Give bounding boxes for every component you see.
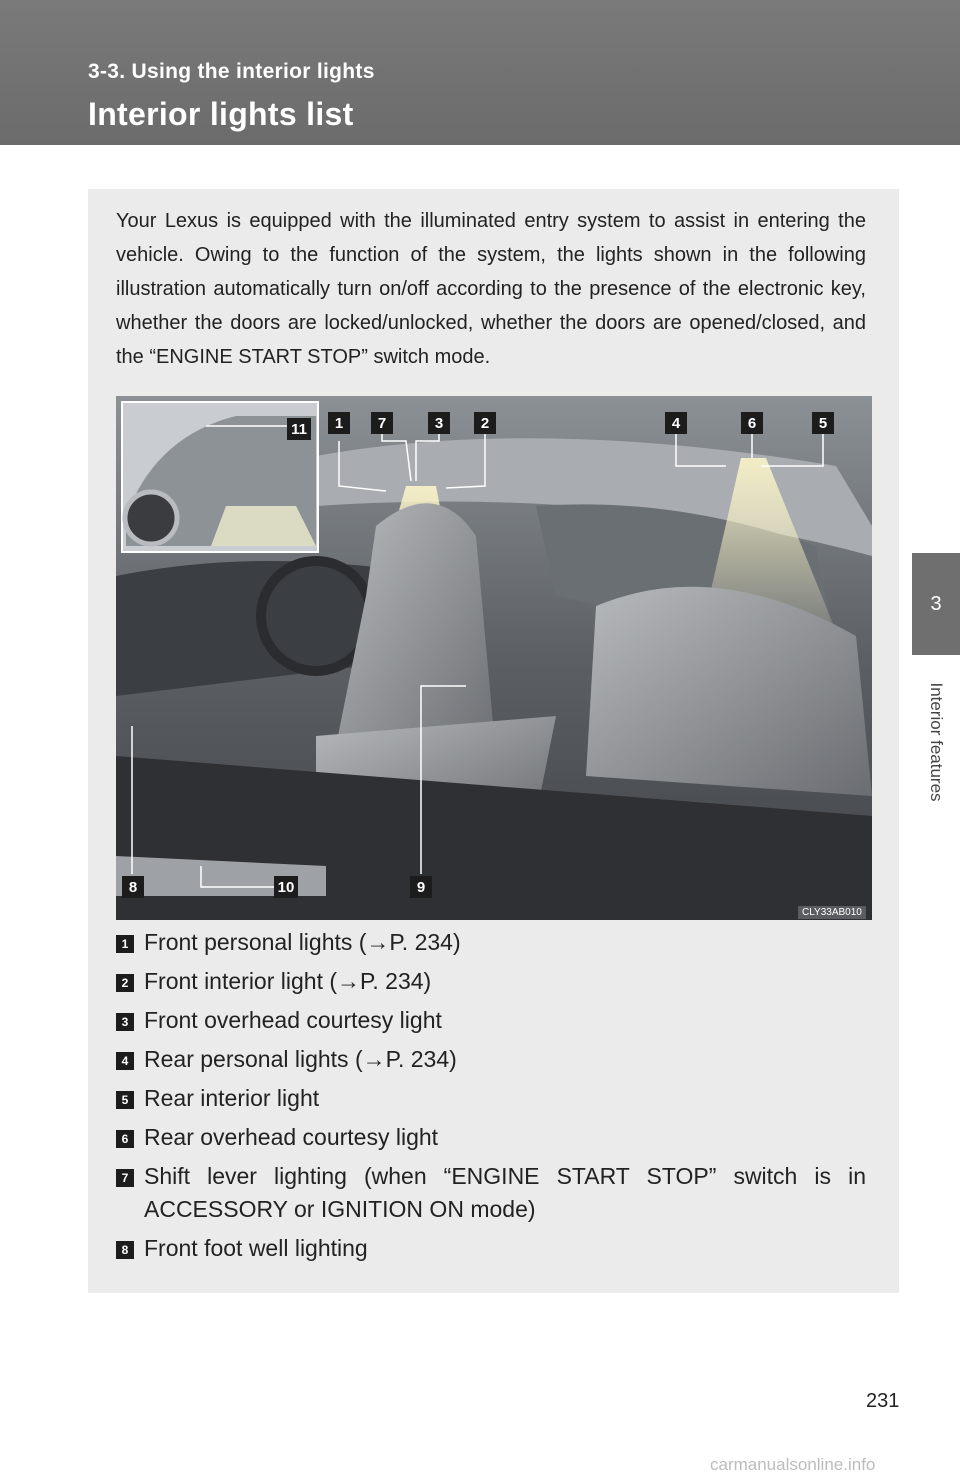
callout-11: 11 [287,418,311,440]
callout-5: 5 [812,412,834,434]
lights-list [116,926,866,1271]
list-item [116,1082,866,1115]
callout-8: 8 [122,876,144,898]
list-item [116,1121,866,1154]
item-number-badge: 4 [116,1052,134,1070]
item-text: Rear personal lights (→P. 234) [144,1046,457,1072]
callout-4: 4 [665,412,687,434]
interior-illustration [116,396,872,920]
list-item [116,1043,866,1076]
intro-paragraph: Your Lexus is equipped with the illuminated entry system to assist in entering the vehicle. Owing to the function of the system, the lights shown in the following illustration automatically turn on/off according to the presence of the electronic key, whether the doors are locked/unlocked, whether the doors are opened/closed, and the “ENGINE START STOP” switch mode. [116,210,866,368]
chapter-label: Interior features [927,682,946,802]
figure-code: CLY33AB010 [798,906,866,919]
item-number-badge: 5 [116,1091,134,1109]
list-item [116,1004,866,1037]
item-text: Rear overhead courtesy light [144,1124,439,1150]
callout-9: 9 [410,876,432,898]
list-item [116,965,866,998]
list-item [116,1232,866,1265]
chapter-tab [912,553,960,655]
item-number-badge: 3 [116,1013,134,1031]
item-number-badge: 7 [116,1169,134,1187]
item-number-badge: 6 [116,1130,134,1148]
wheel [125,492,177,544]
item-number-badge: 2 [116,974,134,992]
section-heading: 3-3. Using the interior lights [88,60,375,83]
item-text: Front foot well lighting [144,1235,368,1261]
callout-1: 1 [328,412,350,434]
list-item [116,1160,866,1226]
item-number-badge: 8 [116,1241,134,1259]
callout-2: 2 [474,412,496,434]
item-text: Front interior light (→P. 234) [144,968,432,994]
callout-10: 10 [274,876,298,898]
callout-3: 3 [428,412,450,434]
page-title: Interior lights list [88,96,354,132]
item-text: Shift lever lighting (when “ENGINE START STOP” switch is in ACCESSORY or IGNITION ON mode) [144,1163,866,1222]
callout-7: 7 [371,412,393,434]
page-header [0,0,960,145]
item-text: Rear interior light [144,1085,320,1111]
chapter-number: 3 [930,592,942,615]
car-interior-drawing [116,396,872,920]
page-number: 231 [866,1390,900,1412]
item-number-badge: 1 [116,935,134,953]
item-text: Front overhead courtesy light [144,1007,442,1033]
callout-6: 6 [741,412,763,434]
item-text: Front personal lights (→P. 234) [144,929,461,955]
watermark: carmanualsonline.info [710,1455,876,1474]
list-item [116,926,866,959]
